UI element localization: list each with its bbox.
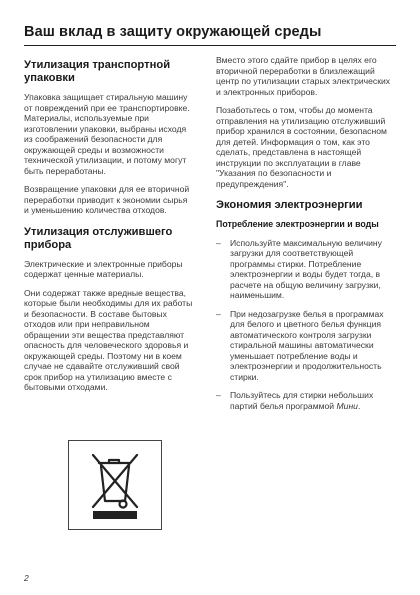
tips-list xyxy=(216,238,392,412)
list-item xyxy=(216,390,392,411)
paragraph-device-2: Они содержат также вредные вещества, которые были необходимы для их работы и безопасности. В составе бытовых отходов или при неправильном обращении эти вещества представляют опасность для человеческого здоровья и окружающей среды. Поэтому ни в коем случае не сдавайте отслуживший свой срок прибор на утилизацию вместе с бытовыми отходами. xyxy=(24,287,193,392)
left-column xyxy=(24,55,194,401)
paragraph-packaging-2: Возвращение упаковки для ее вторичной переработки приводит к экономии сырья и уменьшению количества отходов. xyxy=(24,184,190,215)
heading-device-disposal: Утилизация отслужившего прибора xyxy=(24,225,173,251)
paragraph-collection-1: Вместо этого сдайте прибор в целях его вторичной переработки в близлежащий центр по утилизации старых электрических и электронных приборов. xyxy=(216,55,391,97)
page-number: 2 xyxy=(24,573,29,583)
page-title: Ваш вклад в защиту окружающей среды xyxy=(24,24,322,40)
list-item xyxy=(216,309,392,383)
list-item-text: Используйте максимальную величину загрузки для соответствующей программы стирки. Потребление электроэнергии и воды будет тогда, в расчете на общую величину загрузки, наименьшим. xyxy=(230,237,382,300)
subheading-consumption: Потребление электроэнергии и воды xyxy=(216,219,379,229)
crossed-out-wheelie-bin-icon xyxy=(69,441,161,529)
title-divider xyxy=(24,45,396,46)
list-item xyxy=(216,238,392,301)
heading-packaging-disposal: Утилизация транспортной упаковки xyxy=(24,59,171,84)
paragraph-device-1: Электрические и электронные приборы содержат ценные материалы. xyxy=(24,258,183,279)
dash-bullet: – xyxy=(216,237,221,248)
list-item-text: При недозагрузке белья в программах для белого и цветного белья функция автоматического контроля загрузки стиральной машины автоматически уменьшает потребление воды и электроэнергии и продолжительность стирки. xyxy=(230,308,384,382)
list-item-end: . xyxy=(357,400,361,411)
paragraph-collection-2: Позаботьтесь о том, чтобы до момента отправления на утилизацию отслуживший прибор хранился в состоянии, безопасном для детей. Информация о том, как это сделать, представлена в настоящей инструкции по эксплуатации в главе "Указания по безопасности и предупреждения". xyxy=(216,105,387,189)
heading-energy-saving: Экономия электроэнергии xyxy=(216,199,363,211)
right-column xyxy=(216,55,392,419)
weee-symbol xyxy=(68,440,162,530)
list-item-text: Пользуйтесь для стирки небольших партий белья программой xyxy=(230,390,374,411)
paragraph-packaging-1: Упаковка защищает стиральную машину от повреждений при ее транспортировке. Материалы, используемые при изготовлении упаковки, выбраны исходя из соображений безопасности для окружающей среды и возможности технической утилизации, и потому могут быть переработаны. xyxy=(24,92,190,176)
program-name: Мини xyxy=(336,400,358,411)
dash-bullet: – xyxy=(216,390,221,400)
dash-bullet: – xyxy=(216,308,221,319)
